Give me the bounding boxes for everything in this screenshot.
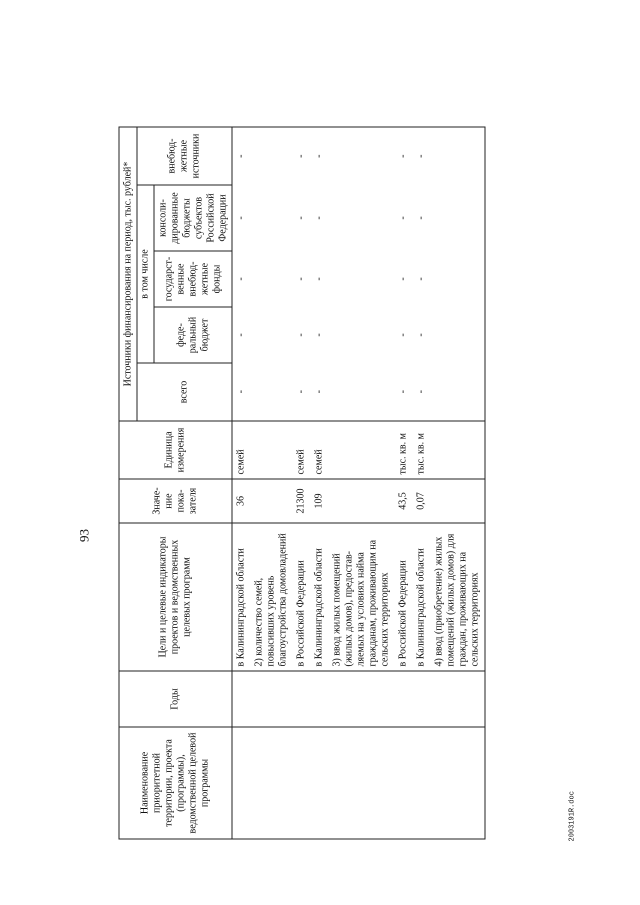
cell-federal: - (295, 332, 306, 337)
cell-years (328, 671, 394, 727)
table-row (412, 127, 430, 839)
file-name: 2003191R.doc (568, 790, 576, 841)
cell-total: - (415, 389, 426, 393)
table-row (310, 127, 328, 839)
cell-federal (328, 307, 394, 363)
cell-offbudget (250, 127, 292, 185)
table-row (292, 127, 310, 839)
cell-offbudget (430, 127, 485, 185)
cell-goal: в Калининградской области (232, 523, 251, 671)
cell-years (232, 671, 251, 727)
page-number: 93 (76, 528, 91, 542)
cell-years (394, 671, 412, 727)
header-unit: Единица измерения (119, 421, 232, 479)
header-goals: Цели и целевые индикаторы проектов и ведомственных целевых программ (119, 523, 232, 671)
cell-regional (250, 185, 292, 251)
cell-name (310, 727, 328, 839)
cell-total (250, 363, 292, 421)
cell-unit: семей (232, 421, 251, 479)
cell-offbudget (328, 127, 394, 185)
cell-regional: - (397, 215, 408, 220)
cell-total (430, 363, 485, 421)
table-row (394, 127, 412, 839)
cell-state-funds (250, 251, 292, 307)
cell-state-funds: - (235, 276, 246, 281)
cell-goal: в Российской Федерации (394, 523, 412, 671)
cell-unit: тыс. кв. м (412, 421, 430, 479)
table-row (232, 127, 251, 839)
cell-value: 36 (232, 479, 251, 523)
header-years: Годы (119, 671, 232, 727)
cell-value (250, 479, 292, 523)
cell-name (328, 727, 394, 839)
cell-offbudget: - (412, 127, 430, 185)
header-including: в том числе (137, 185, 154, 363)
table-row (250, 127, 292, 839)
cell-total: - (295, 389, 306, 393)
cell-regional (430, 185, 485, 251)
cell-state-funds (328, 251, 394, 307)
header-state-funds: государст-венные внебюд-жетные фонды (154, 251, 232, 307)
cell-value: 0,07 (412, 479, 430, 523)
cell-regional: - (415, 215, 426, 220)
cell-total: - (313, 389, 324, 393)
cell-goal: 4) ввод (приобретение) жилых помещений (жилых домов) для граждан, проживающих на сельских территориях (430, 523, 485, 671)
cell-offbudget: - (310, 127, 328, 185)
cell-goal: в Российской Федерации (292, 523, 310, 671)
cell-total (328, 363, 394, 421)
cell-name (250, 727, 292, 839)
cell-regional: - (295, 215, 306, 220)
cell-unit: семей (292, 421, 310, 479)
cell-state-funds: - (295, 276, 306, 281)
cell-value: 21300 (292, 479, 310, 523)
cell-total: - (235, 389, 246, 393)
cell-regional: - (313, 215, 324, 220)
cell-goal: в Калининградской области (412, 523, 430, 671)
header-sources: Источники финансирования на период, тыс. рублей* (119, 127, 137, 421)
cell-regional: - (235, 215, 246, 220)
cell-state-funds: - (313, 276, 324, 281)
cell-unit (328, 421, 394, 479)
financing-table (118, 126, 485, 839)
cell-value: 43,5 (394, 479, 412, 523)
cell-federal (250, 307, 292, 363)
cell-offbudget: - (292, 127, 310, 185)
cell-unit: семей (310, 421, 328, 479)
header-offbudget: внебюд-жетные источники (137, 127, 232, 185)
cell-unit (430, 421, 485, 479)
cell-years (292, 671, 310, 727)
cell-name (412, 727, 430, 839)
rotated-page (50, 40, 590, 865)
cell-unit: тыс. кв. м (394, 421, 412, 479)
table-row (328, 127, 394, 839)
cell-federal (430, 307, 485, 363)
cell-goal: 2) количество семей, повысивших уровень благоустройства домовладений (250, 523, 292, 671)
header-total: всего (137, 363, 232, 421)
cell-years (310, 671, 328, 727)
cell-offbudget: - (232, 127, 251, 185)
cell-federal: - (235, 332, 246, 337)
cell-name (430, 727, 485, 839)
cell-total: - (397, 389, 408, 393)
cell-name (292, 727, 310, 839)
cell-state-funds: - (397, 276, 408, 281)
cell-federal: - (415, 332, 426, 337)
table-row (430, 127, 485, 839)
header-regional: консоли-дированные бюджеты субъектов Российской Федерации (154, 185, 232, 251)
cell-regional (328, 185, 394, 251)
header-name: Наименование приоритетной территории, проекта (программы), ведомственной целевой программы (119, 727, 232, 839)
cell-offbudget: - (394, 127, 412, 185)
cell-state-funds (430, 251, 485, 307)
cell-name (394, 727, 412, 839)
cell-federal: - (313, 332, 324, 337)
cell-goal: в Калининградской области (310, 523, 328, 671)
cell-years (430, 671, 485, 727)
cell-value: 109 (310, 479, 328, 523)
cell-value (328, 479, 394, 523)
cell-years (412, 671, 430, 727)
cell-value (430, 479, 485, 523)
cell-federal: - (397, 332, 408, 337)
cell-name (232, 727, 251, 839)
header-federal: феде-ральный бюджет (154, 307, 232, 363)
cell-goal: 3) ввод жилых помещений (жилых домов), предостав-ляемых на условиях найма гражданам, проживающим на сельских территориях (328, 523, 394, 671)
header-value: Значе-ние пока-зателя (119, 479, 232, 523)
cell-years (250, 671, 292, 727)
cell-state-funds: - (415, 276, 426, 281)
table-body (232, 127, 485, 839)
cell-unit (250, 421, 292, 479)
